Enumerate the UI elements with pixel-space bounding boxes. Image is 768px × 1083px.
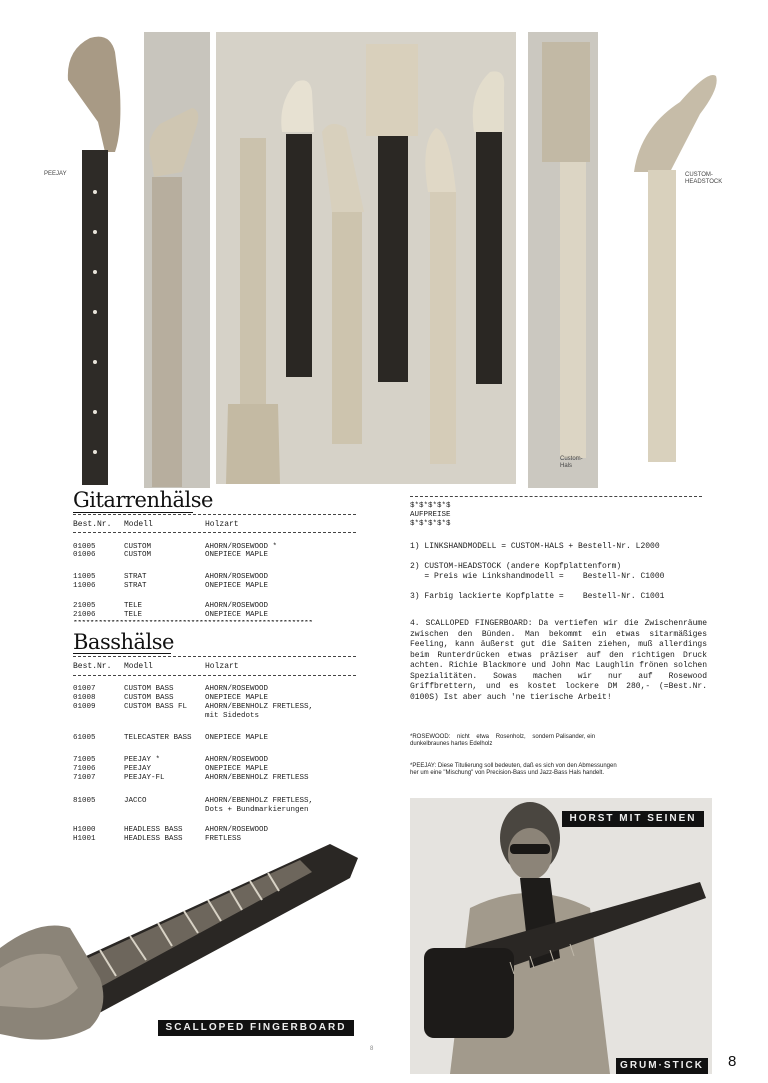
- cell-nr: H1001: [73, 835, 96, 843]
- guitar-col-model: Modell: [124, 520, 153, 529]
- bass-table-rule-head: [73, 675, 356, 676]
- cell-wood: ONEPIECE MAPLE: [205, 765, 269, 773]
- label-custom-hals-line1: Custom-: [560, 456, 583, 462]
- cell-nr: 71005: [73, 756, 96, 764]
- cell-model: CUSTOM BASS FL: [124, 703, 188, 711]
- caption-grum-stick: GRUM·STICK: [616, 1058, 708, 1074]
- bass-col-model: Modell: [124, 662, 153, 671]
- label-peejay: PEEJAY: [44, 171, 67, 177]
- cell-wood: FRETLESS: [205, 835, 242, 843]
- cell-model: PEEJAY: [124, 765, 152, 773]
- aufpreise-rule: [410, 496, 702, 497]
- cell-wood: AHORN/EBENHOLZ FRETLESS,: [205, 703, 314, 711]
- aufpreise-item-1: 1) LINKSHANDMODELL = CUSTOM-HALS + Bestell-Nr. L2000: [410, 542, 660, 551]
- cell-wood: Dots + Bundmarkierungen: [205, 806, 309, 814]
- cell-wood: AHORN/ROSEWOOD: [205, 573, 269, 581]
- cell-nr: H1000: [73, 826, 96, 834]
- cell-wood: AHORN/ROSEWOOD: [205, 826, 269, 834]
- grum-stick-photo: [410, 798, 712, 1074]
- guitar-table-rule-top: [73, 514, 356, 515]
- cell-model: JACCO: [124, 797, 147, 805]
- cell-nr: 11006: [73, 582, 96, 590]
- cell-wood: AHORN/ROSEWOOD: [205, 756, 269, 764]
- cell-wood: ONEPIECE MAPLE: [205, 694, 269, 702]
- necks-illustration: [60, 32, 723, 488]
- cell-nr: 21006: [73, 611, 96, 619]
- bass-col-wood: Holzart: [205, 662, 239, 671]
- page-number: 8: [728, 1053, 737, 1070]
- necks-photo: [60, 32, 723, 488]
- label-custom-headstock-line2: HEADSTOCK: [685, 179, 723, 185]
- cell-wood: ONEPIECE MAPLE: [205, 582, 269, 590]
- cell-model: TELE: [124, 611, 143, 619]
- center-page-marker: 8: [370, 1046, 374, 1052]
- cell-nr: 01006: [73, 551, 96, 559]
- label-custom-hals: [560, 456, 583, 470]
- cell-nr: 81005: [73, 797, 96, 805]
- caption-horst: HORST MIT SEINEN: [562, 811, 704, 827]
- cell-nr: 11005: [73, 573, 96, 581]
- cell-model: TELE: [124, 602, 143, 610]
- aufpreise-item-2a: 2) CUSTOM-HEADSTOCK (andere Kopfplattenform): [410, 562, 622, 571]
- note-rosewood: *ROSEWOOD: nicht etwa Rosenholz, sondern Palisander, ein dunkelbraunes hartes Edelholz: [410, 734, 597, 747]
- scalloped-neck-illustration: [0, 838, 360, 1048]
- scalloped-description: 4. SCALLOPED FINGERBOARD: Da vertiefen wir die Zwischenräume zwischen den Bünden. Man bekommt ein etwas sitarmäßiges Feeling, kann äußerst gut die Saiten ziehen, muß allerdings beim Runterdrücken etwas präziser auf den richtigen Druck achten. Richie Blackmore und John Mac Laughlin frönen solchen Spezialitäten. Sowas machen wir nur auf Rosewood Griffbrettern, und es kostet lockere DM 280,- (=Best.Nr. 0100S) Ist aber auch 'ne tierische Arbeit!: [410, 619, 707, 702]
- cell-nr: 01009: [73, 703, 96, 711]
- aufpreise-item-2b: = Preis wie Linkshandmodell = Bestell-Nr. C1000: [410, 572, 665, 581]
- cell-model: CUSTOM: [124, 543, 152, 551]
- guitar-heading-underline: [73, 512, 193, 513]
- cell-nr: 01005: [73, 543, 96, 551]
- label-custom-hals-line2: Hals: [560, 463, 573, 469]
- bass-heading-underline: [73, 653, 171, 654]
- guitar-col-wood: Holzart: [205, 520, 239, 529]
- star-divider: *********************************************************: [73, 620, 313, 628]
- cell-wood: AHORN/ROSEWOOD: [205, 685, 269, 693]
- guitar-necks-heading: Gitarrenhälse: [73, 488, 213, 512]
- cell-nr: 71006: [73, 765, 96, 773]
- cell-model: PEEJAY-FL: [124, 774, 165, 782]
- cell-model: TELECASTER BASS: [124, 734, 192, 742]
- cell-wood: AHORN/EBENHOLZ FRETLESS,: [205, 797, 314, 805]
- cell-model: HEADLESS BASS: [124, 835, 183, 843]
- aufpreise-deco-bottom: $*$*$*$*$: [410, 520, 451, 528]
- cell-wood: AHORN/EBENHOLZ FRETLESS: [205, 774, 309, 782]
- cell-model: HEADLESS BASS: [124, 826, 183, 834]
- bass-table-rule-top: [73, 656, 356, 657]
- cell-model: STRAT: [124, 582, 147, 590]
- cell-wood: mit Sidedots: [205, 712, 260, 720]
- cell-nr: 21005: [73, 602, 96, 610]
- aufpreise-item-3: 3) Farbig lackierte Kopfplatte = Bestell-Nr. C1001: [410, 592, 665, 601]
- cell-model: CUSTOM: [124, 551, 152, 559]
- cell-wood: ONEPIECE MAPLE: [205, 551, 269, 559]
- aufpreise-deco-top: $*$*$*$*$: [410, 502, 451, 510]
- cell-model: PEEJAY *: [124, 756, 161, 764]
- note-peejay: *PEEJAY: Diese Titulierung soll bedeuten, daß es sich von den Abmessungen her um eine "Mischung" von Precision-Bass und Jazz-Bass Hals handelt.: [410, 763, 617, 776]
- bass-col-nr: Best.Nr.: [73, 662, 112, 671]
- cell-wood: ONEPIECE MAPLE: [205, 611, 269, 619]
- player-illustration: [410, 798, 712, 1074]
- label-custom-headstock: [685, 172, 722, 186]
- cell-nr: 01007: [73, 685, 96, 693]
- guitar-table-rule-head: [73, 532, 356, 533]
- caption-scalloped: SCALLOPED FINGERBOARD: [158, 1020, 354, 1036]
- label-custom-headstock-line1: CUSTOM-: [685, 172, 713, 178]
- aufpreise-title: AUFPREISE: [410, 511, 451, 519]
- cell-model: CUSTOM BASS: [124, 685, 174, 693]
- guitar-col-nr: Best.Nr.: [73, 520, 112, 529]
- cell-nr: 61005: [73, 734, 96, 742]
- cell-wood: AHORN/ROSEWOOD *: [205, 543, 278, 551]
- cell-wood: AHORN/ROSEWOOD: [205, 602, 269, 610]
- cell-model: STRAT: [124, 573, 147, 581]
- bass-necks-heading: Basshälse: [73, 630, 174, 654]
- scalloped-photo: [0, 838, 360, 1048]
- cell-model: CUSTOM BASS: [124, 694, 174, 702]
- cell-wood: ONEPIECE MAPLE: [205, 734, 269, 742]
- cell-nr: 71007: [73, 774, 96, 782]
- cell-nr: 01008: [73, 694, 96, 702]
